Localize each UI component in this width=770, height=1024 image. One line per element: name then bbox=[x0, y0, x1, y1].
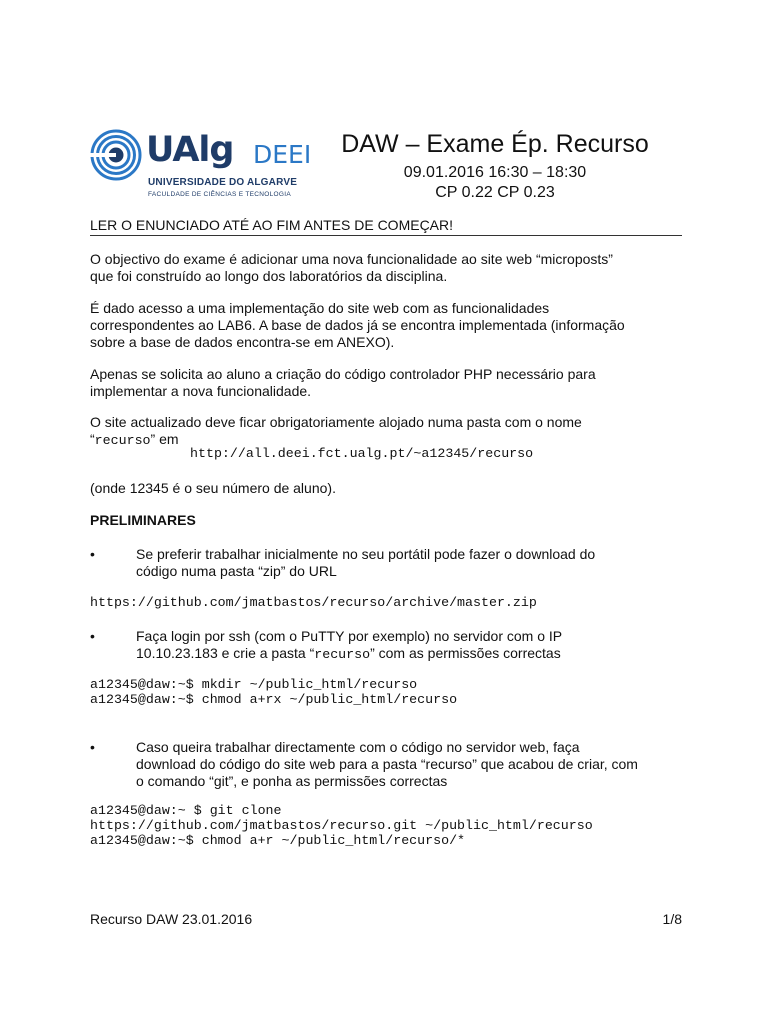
logo-brand: UAlg bbox=[146, 130, 234, 170]
site-url: http://all.deei.fct.ualg.pt/~a12345/recurso bbox=[190, 446, 534, 461]
exam-date: 09.01.2016 16:30 – 18:30 bbox=[403, 164, 587, 181]
text-after-folder: ” com as permissões correctas bbox=[370, 645, 561, 661]
paragraph-site-location bbox=[90, 414, 682, 449]
text-line: Apenas se solicita ao aluno a criação do código controlador PHP necessário para bbox=[90, 366, 596, 382]
quote-open: “ bbox=[90, 431, 95, 447]
logo-university: UNIVERSIDADE DO ALGARVE bbox=[148, 177, 298, 188]
logo-dept: DEEI bbox=[253, 140, 312, 169]
paragraph-access bbox=[90, 300, 682, 351]
text-line: O site actualizado deve ficar obrigatoriamente alojado numa pasta com o nome bbox=[90, 414, 582, 430]
exam-rooms: CP 0.22 CP 0.23 bbox=[435, 184, 555, 201]
ualg-circle-logo-icon bbox=[90, 129, 142, 181]
bullet-text bbox=[136, 739, 682, 790]
text-before-folder: 10.10.23.183 e crie a pasta “ bbox=[136, 645, 315, 661]
text-line: Faça login por ssh (com o PuTTY por exemplo) no servidor com o IP bbox=[136, 628, 563, 644]
text-line: o comando “git”, e ponha as permissões correctas bbox=[136, 773, 448, 789]
text-line: Caso queira trabalhar directamente com o código no servidor web, faça bbox=[136, 739, 580, 755]
folder-name: recurso bbox=[314, 647, 371, 662]
text-after-folder: ” em bbox=[150, 431, 179, 447]
paragraph-request bbox=[90, 366, 682, 400]
exam-title: DAW – Exame Ép. Recurso bbox=[341, 130, 649, 158]
bullet-icon: • bbox=[90, 628, 95, 644]
paragraph-objective bbox=[90, 251, 682, 285]
ualg-deei-logo bbox=[90, 127, 320, 202]
section-heading-preliminares: PRELIMINARES bbox=[90, 512, 196, 528]
code-line: a12345@daw:~$ mkdir ~/public_html/recurso bbox=[90, 677, 418, 692]
code-zip-url: https://github.com/jmatbastos/recurso/archive/master.zip bbox=[90, 595, 537, 610]
code-line: a12345@daw:~$ chmod a+rx ~/public_html/recurso bbox=[90, 692, 458, 707]
text-line: Se preferir trabalhar inicialmente no seu portátil pode fazer o download do bbox=[136, 546, 596, 562]
text-line: download do código do site web para a pasta “recurso” que acabou de criar, com bbox=[136, 756, 638, 772]
exam-title-block bbox=[330, 127, 660, 203]
text-line: O objectivo do exame é adicionar uma nova funcionalidade ao site web “microposts” bbox=[90, 251, 613, 267]
page-number: 1/8 bbox=[662, 911, 682, 927]
text-line: É dado acesso a uma implementação do site web com as funcionalidades bbox=[90, 300, 550, 316]
text-line: código numa pasta “zip” do URL bbox=[136, 563, 337, 579]
folder-name: recurso bbox=[94, 433, 151, 448]
warning-line: LER O ENUNCIADO ATÉ AO FIM ANTES DE COMEÇAR! bbox=[90, 216, 682, 236]
code-line: a12345@daw:~ $ git clone bbox=[90, 803, 282, 818]
text-line bbox=[136, 645, 682, 663]
code-git-clone bbox=[90, 803, 593, 848]
text-line: implementar a nova funcionalidade. bbox=[90, 383, 312, 399]
text-line: correspondentes ao LAB6. A base de dados já se encontra implementada (informação bbox=[90, 317, 625, 333]
logo-faculty: FACULDADE DE CIÊNCIAS E TECNOLOGIA bbox=[148, 191, 291, 198]
bullet-icon: • bbox=[90, 739, 95, 755]
bullet-icon: • bbox=[90, 546, 95, 562]
text-line: sobre a base de dados encontra-se em ANEXO). bbox=[90, 334, 395, 350]
code-line: a12345@daw:~$ chmod a+r ~/public_html/recurso/* bbox=[90, 833, 466, 848]
bullet-text bbox=[136, 546, 682, 580]
code-line: https://github.com/jmatbastos/recurso.git ~/public_html/recurso bbox=[90, 818, 593, 833]
bullet-text bbox=[136, 628, 682, 663]
text-line: que foi construído ao longo dos laboratórios da disciplina. bbox=[90, 268, 448, 284]
code-mkdir-chmod bbox=[90, 677, 457, 707]
footer-label: Recurso DAW 23.01.2016 bbox=[90, 911, 253, 927]
paragraph-student-number: (onde 12345 é o seu número de aluno). bbox=[90, 480, 336, 496]
